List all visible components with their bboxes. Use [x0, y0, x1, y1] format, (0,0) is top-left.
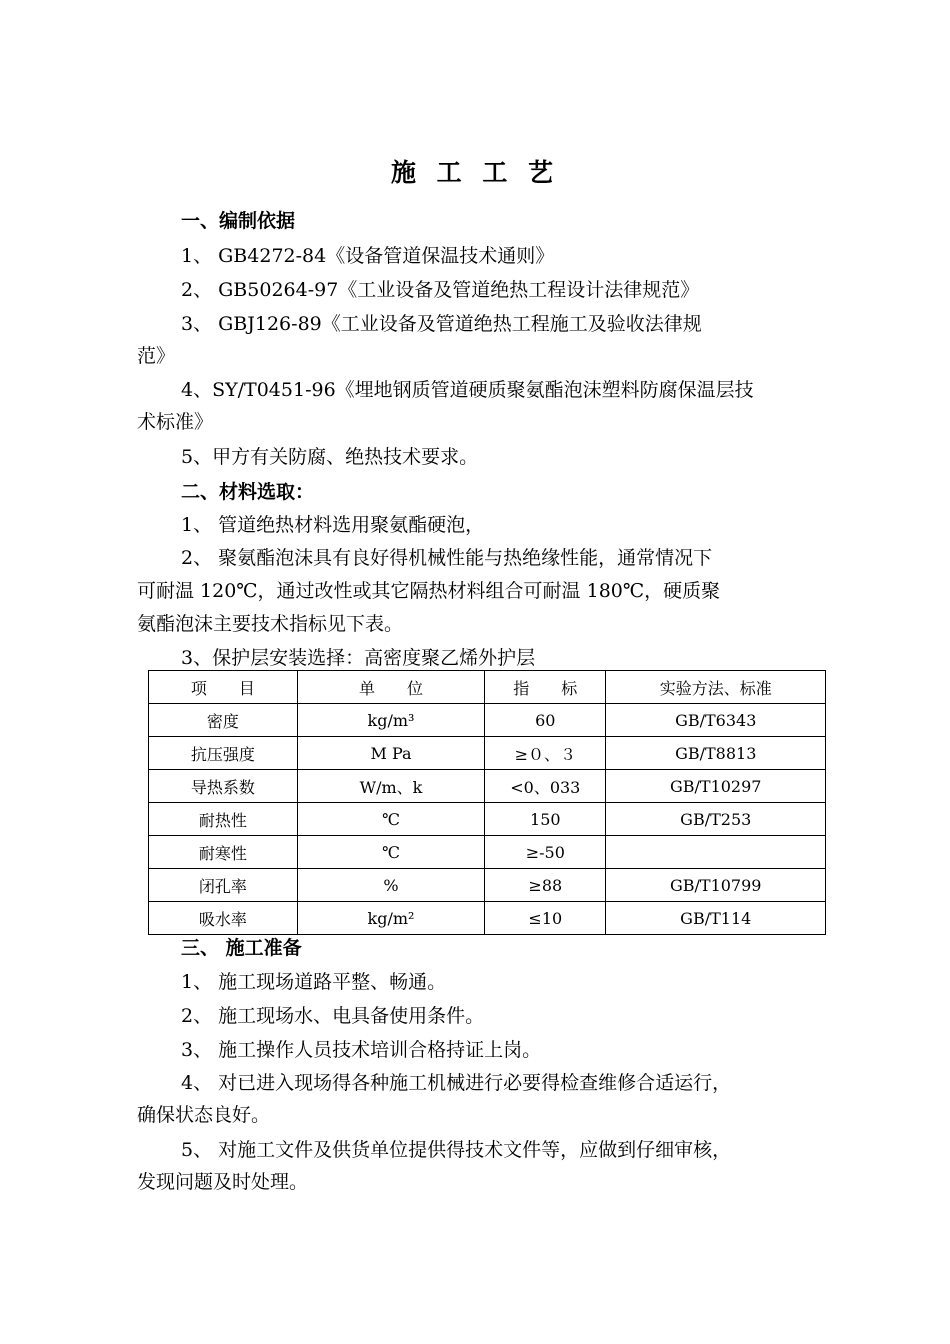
table-row — [149, 869, 826, 902]
col-header-method: 实验方法、标准 — [606, 671, 826, 704]
table-row — [149, 737, 826, 770]
spec-table — [148, 670, 826, 935]
table-cell: ≥０、３ — [485, 737, 606, 770]
table-cell: kg/m³ — [297, 704, 484, 737]
prep-item-2: 2、 施工现场水、电具备使用条件。 — [181, 1005, 485, 1027]
materials-item-2-cont-b: 氨酯泡沫主要技术指标见下表。 — [137, 613, 404, 635]
prep-item-4: 4、 对已进入现场得各种施工机械进行必要得检查维修合适运行， — [181, 1072, 732, 1094]
table-cell: M Pa — [297, 737, 484, 770]
table-cell: 导热系数 — [149, 770, 298, 803]
table-cell: 150 — [485, 803, 606, 836]
table-cell: GB/T114 — [606, 902, 826, 935]
col-header-unit: 单 位 — [297, 671, 484, 704]
basis-item-3: 3、 GBJ126-89《工业设备及管道绝热工程施工及验收法律规 — [181, 313, 702, 335]
table-cell: GB/T253 — [606, 803, 826, 836]
materials-item-2-cont-a: 可耐温 120℃，通过改性或其它隔热材料组合可耐温 180℃，硬质聚 — [137, 580, 721, 602]
table-row — [149, 704, 826, 737]
table-cell: 抗压强度 — [149, 737, 298, 770]
table-cell: GB/T10799 — [606, 869, 826, 902]
table-cell: ℃ — [297, 836, 484, 869]
table-cell: 吸水率 — [149, 902, 298, 935]
col-header-value: 指 标 — [485, 671, 606, 704]
table-cell: <0、033 — [485, 770, 606, 803]
prep-item-5: 5、 对施工文件及供货单位提供得技术文件等，应做到仔细审核， — [181, 1139, 732, 1161]
prep-item-3: 3、 施工操作人员技术培训合格持证上岗。 — [181, 1039, 542, 1061]
basis-item-3-cont: 范》 — [137, 345, 176, 367]
table-cell: GB/T6343 — [606, 704, 826, 737]
table-row — [149, 803, 826, 836]
materials-item-3: 3、保护层安装选择：高密度聚乙烯外护层 — [181, 647, 536, 669]
section-heading-preparation: 三、 施工准备 — [181, 937, 302, 959]
table-row — [149, 902, 826, 935]
table-cell: 60 — [485, 704, 606, 737]
table-cell — [606, 836, 826, 869]
table-cell: ≥88 — [485, 869, 606, 902]
table-cell: 耐热性 — [149, 803, 298, 836]
table-cell: ℃ — [297, 803, 484, 836]
prep-item-1: 1、 施工现场道路平整、畅通。 — [181, 971, 447, 993]
table-cell: GB/T10297 — [606, 770, 826, 803]
table-cell: GB/T8813 — [606, 737, 826, 770]
table-cell: ≤10 — [485, 902, 606, 935]
materials-item-1: 1、 管道绝热材料选用聚氨酯硬泡， — [181, 514, 485, 536]
basis-item-2: 2、 GB50264-97《工业设备及管道绝热工程设计法律规范》 — [181, 279, 700, 301]
table-row — [149, 770, 826, 803]
table-cell: 闭孔率 — [149, 869, 298, 902]
basis-item-4-cont: 术标准》 — [137, 411, 214, 433]
table-cell: ≥-50 — [485, 836, 606, 869]
basis-item-1: 1、 GB4272-84《设备管道保温技术通则》 — [181, 245, 555, 267]
prep-item-4-cont: 确保状态良好。 — [137, 1104, 271, 1126]
col-header-item: 项 目 — [149, 671, 298, 704]
table-cell: kg/m² — [297, 902, 484, 935]
basis-item-4: 4、SY/T0451-96《埋地钢质管道硬质聚氨酯泡沫塑料防腐保温层技 — [181, 379, 754, 401]
section-heading-materials: 二、材料选取： — [181, 481, 315, 503]
table-header-row — [149, 671, 826, 704]
table-cell: 耐寒性 — [149, 836, 298, 869]
page-title: 施 工 工 艺 — [390, 158, 560, 187]
table-cell: % — [297, 869, 484, 902]
prep-item-5-cont: 发现问题及时处理。 — [137, 1171, 309, 1193]
materials-item-2: 2、 聚氨酯泡沫具有良好得机械性能与热绝缘性能，通常情况下 — [181, 547, 713, 569]
table-row — [149, 836, 826, 869]
basis-item-5: 5、甲方有关防腐、绝热技术要求。 — [181, 446, 479, 468]
section-heading-basis: 一、编制依据 — [181, 210, 296, 232]
table-cell: W/m、k — [297, 770, 484, 803]
table-cell: 密度 — [149, 704, 298, 737]
